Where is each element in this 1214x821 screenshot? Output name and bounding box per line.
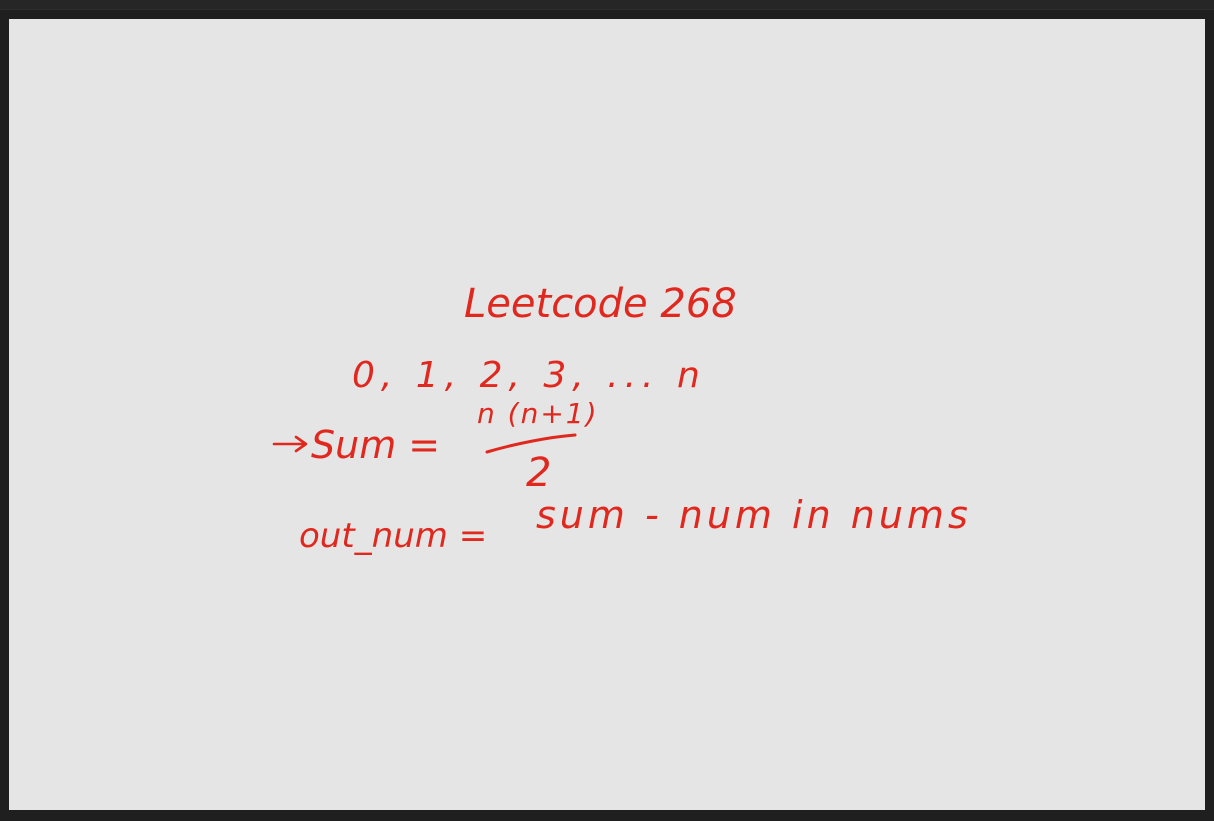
sum-label: Sum = (311, 423, 441, 467)
title-text: Leetcode 268 (464, 281, 737, 327)
arrow-icon (274, 437, 306, 451)
sum-denominator: 2 (526, 450, 552, 496)
window-top-bar (0, 0, 1214, 10)
handwriting-layer (9, 19, 1205, 810)
answer-label: out_num = (299, 516, 488, 556)
answer-expression: sum - num in nums (536, 493, 972, 537)
whiteboard-canvas[interactable] (9, 19, 1205, 810)
sum-numerator: n (n+1) (477, 397, 599, 430)
sequence-text: 0, 1, 2, 3, ... n (352, 355, 706, 396)
